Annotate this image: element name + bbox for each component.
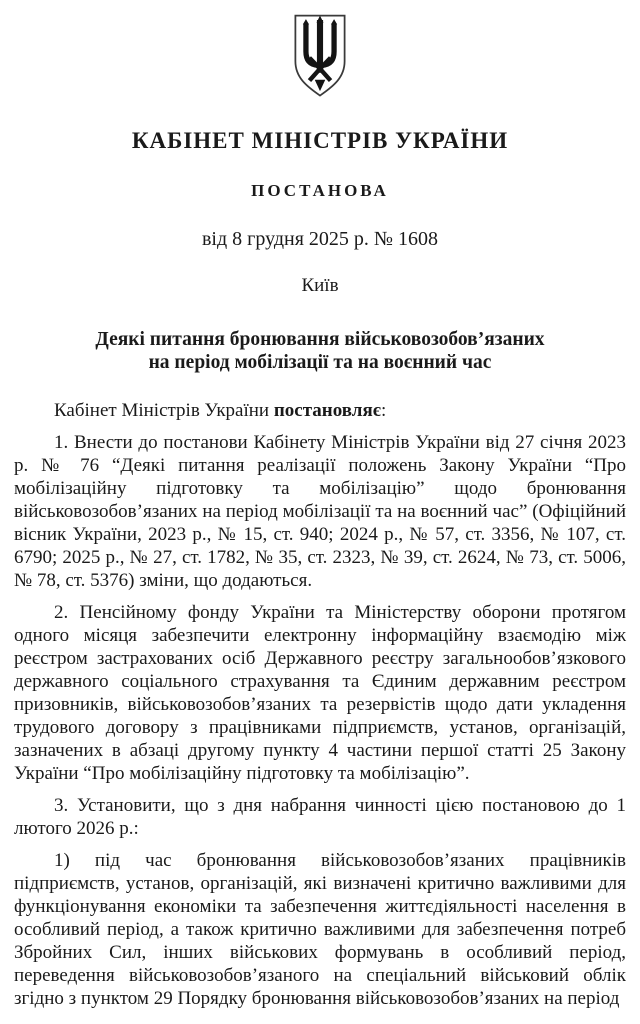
body-paragraph-3: 3. Установити, що з дня набрання чинності цією постановою до 1 лютого 2026 р.: xyxy=(14,795,626,840)
document-title xyxy=(14,328,626,374)
intro-suffix: : xyxy=(380,400,387,422)
resolution-intro-line xyxy=(14,399,626,422)
body-paragraph-1: 1. Внести до постанови Кабінету Міністрів України від 27 січня 2023 р. № 76 “Деякі питання реалізації положень Закону України “Про мобілізаційну підготовку та мобілізацію” щодо бронювання військовозобов’язаних на період мобілізації та на воєнний час” (Офіційний вісник України, 2023 р., № 15, ст. 940; 2024 р., № 57, ст. 3356, № 107, ст. 6790; 2025 р., № 27, ст. 1782, № 35, ст. 2323, № 39, ст. 2624, № 73, ст. 5006, № 78, ст. 5376) зміни, що додаються. xyxy=(14,432,626,592)
document-title-line1: Деякі питання бронювання військовозобов’язаних xyxy=(95,329,545,351)
document-date-number: від 8 грудня 2025 р. № 1608 xyxy=(201,228,438,251)
document-title-line2: на період мобілізації та на воєнний час xyxy=(148,352,492,374)
document-type-heading: ПОСТАНОВА xyxy=(251,181,389,201)
emblem-container xyxy=(14,10,626,108)
ukraine-coat-of-arms-icon xyxy=(291,12,349,100)
body-paragraph-2: 2. Пенсійному фонду України та Міністерству оборони протягом одного місяця забезпечити електронну інформаційну взаємодію між реєстром застрахованих осіб Державного реєстру загальнообов’язкового державного соціального страхування та Єдиним державним реєстром призовників, військовозобов’язаних та резервістів щодо дати укладення трудового договору з працівниками підприємств, установ, організацій, зазначених в абзаці другому пункту 4 частини першої статті 25 Закону України “Про мобілізаційну підготовку та мобілізацію”. xyxy=(14,602,626,785)
document-body xyxy=(14,399,626,1010)
body-paragraph-4: 1) під час бронювання військовозобов’язаних працівників підприємств, установ, організацій, які визначені критично важливими для функціонування економіки та забезпечення життєдіяльності населення в особливий період, а також критично важливими для забезпечення потреб Збройних Сил, інших військових формувань в особливий період, переведення військовозобов’язаного на спеціальний військовий облік згідно з пунктом 29 Порядку бронювання військовозобов’язаних на період xyxy=(14,850,626,1010)
intro-prefix: Кабінет Міністрів України xyxy=(54,400,274,422)
document-city: Київ xyxy=(301,275,339,297)
intro-bold-word: постановляє xyxy=(273,400,381,422)
org-name-heading: КАБІНЕТ МІНІСТРІВ УКРАЇНИ xyxy=(131,128,509,153)
